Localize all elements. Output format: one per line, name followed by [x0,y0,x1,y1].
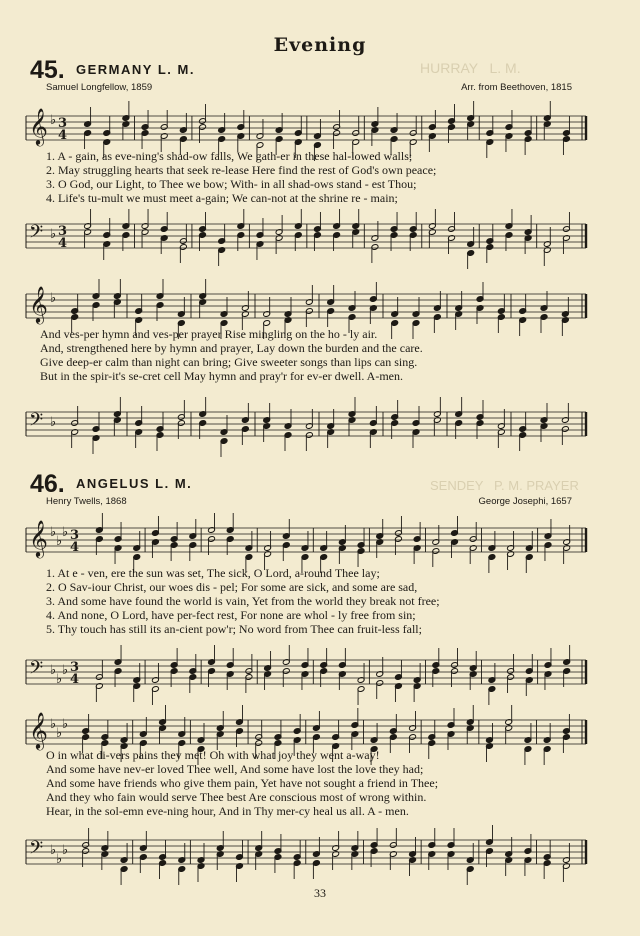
composer-credit: Arr. from Beethoven, 1815 [461,82,572,93]
verse-line: 2. May struggling hearts that seek re-lease Here find the rest of God's own peace; [46,163,437,177]
flat-icon: ♭ [62,843,69,858]
author-credit: Henry Twells, 1868 [46,496,127,507]
time-signature-icon: 3 [58,224,68,239]
treble-clef-icon: 𝄞 [29,107,48,145]
verse-line: 5. Thy touch has still its an-cient pow'r; No word from Thee can fruit-less fall; [46,622,422,636]
bass-staff [0,648,640,694]
verse-line: But in the spir-it's se-cret cell May hymn and pray'r for ev-er dwell. A-men. [40,369,403,383]
bass-clef-icon: 𝄢 [29,838,44,863]
flat-icon: ♭ [50,291,57,306]
flat-icon: ♭ [56,726,63,741]
flat-icon: ♭ [56,852,63,867]
verse-line: And some have friends who give them pain, Yet have not sought a friend in Thee; [46,776,439,790]
flat-icon: ♭ [50,843,57,858]
verse-line: Give deep-er calm than night can bring; Give sweeter songs than lips can sing. [40,355,418,369]
bass-clef-icon: 𝄢 [29,658,44,683]
verse-line: 3. And some have found the world is vain, Yet from the world they break not free; [46,594,440,608]
author-credit: Samuel Longfellow, 1859 [46,82,153,93]
time-signature-icon: 3 [70,528,80,543]
time-signature-icon: 4 [70,672,80,687]
flat-icon: ♭ [62,525,69,540]
treble-staff [0,516,640,562]
treble-staff [0,282,640,328]
time-signature-icon: 4 [58,128,68,143]
bass-clef-icon: 𝄢 [29,222,44,247]
hymn-number: 45. [30,56,65,84]
bass-clef-icon: 𝄢 [29,410,44,435]
flat-icon: ♭ [62,717,69,732]
flat-icon: ♭ [56,672,63,687]
flat-icon: ♭ [56,534,63,549]
verse-line: 3. O God, our Light, to Thee we bow; With- in all shad-ows stand - est Thou; [46,177,417,191]
tune-name: GERMANY L. M. [76,62,195,77]
tune-name: ANGELUS L. M. [76,476,193,491]
flat-icon: ♭ [50,113,57,128]
verse-line: O in what di-vers pains they met! Oh with what joy they went a-way! [46,748,380,762]
verse-line: And they who fain would serve Thee best Are conscious most of wrong within. [46,790,427,804]
time-signature-icon: 3 [58,116,68,131]
time-signature-icon: 4 [70,540,80,555]
verse-block [46,149,436,205]
flat-icon: ♭ [50,525,57,540]
flat-icon: ♭ [50,415,57,430]
verse-line: And ves-per hymn and ves-per prayer Rise mingling on the ho - ly air. [40,327,378,341]
section-title: Evening [273,34,367,56]
treble-staff [0,104,640,150]
treble-clef-icon: 𝄞 [29,285,48,323]
bass-staff [0,828,640,874]
verse-line: 2. O Sav-iour Christ, our woes dis - pel; For some are sick, and some are sad, [46,580,418,594]
verse-line: And some have nev-er loved Thee well, And some have lost the love they had; [46,762,424,776]
treble-clef-icon: 𝄞 [29,711,48,749]
verse-block [46,748,438,818]
time-signature-icon: 3 [70,660,80,675]
verse-block [40,327,423,383]
hymn-number: 46. [30,470,65,498]
verse-line: 4. Life's tu-mult we must meet a-gain; We can-not at the shrine re - main; [46,191,398,205]
verse-block [46,566,440,636]
flat-icon: ♭ [62,663,69,678]
flat-icon: ♭ [50,227,57,242]
verse-line: Hear, in the sol-emn eve-ning hour, And in Thy mer-cy heal us all. A - men. [46,804,409,818]
bass-staff [0,212,640,258]
verse-line: And, strengthened here by hymn and prayer, Lay down the burden and the care. [40,341,423,355]
verse-line: 1. At e - ven, ere the sun was set, The sick, O Lord, a-round Thee lay; [46,566,380,580]
treble-clef-icon: 𝄞 [29,519,48,557]
composer-credit: George Josephi, 1657 [478,496,572,507]
time-signature-icon: 4 [58,236,68,251]
bass-staff [0,400,640,446]
verse-line: 4. And none, O Lord, have per-fect rest, For none are whol - ly free from sin; [46,608,416,622]
verse-line: 1. A - gain, as eve-ning's shad-ow falls, We gath-er in these hal-lowed walls; [46,149,413,163]
flat-icon: ♭ [50,717,57,732]
page-number: 33 [314,886,326,900]
flat-icon: ♭ [50,663,57,678]
